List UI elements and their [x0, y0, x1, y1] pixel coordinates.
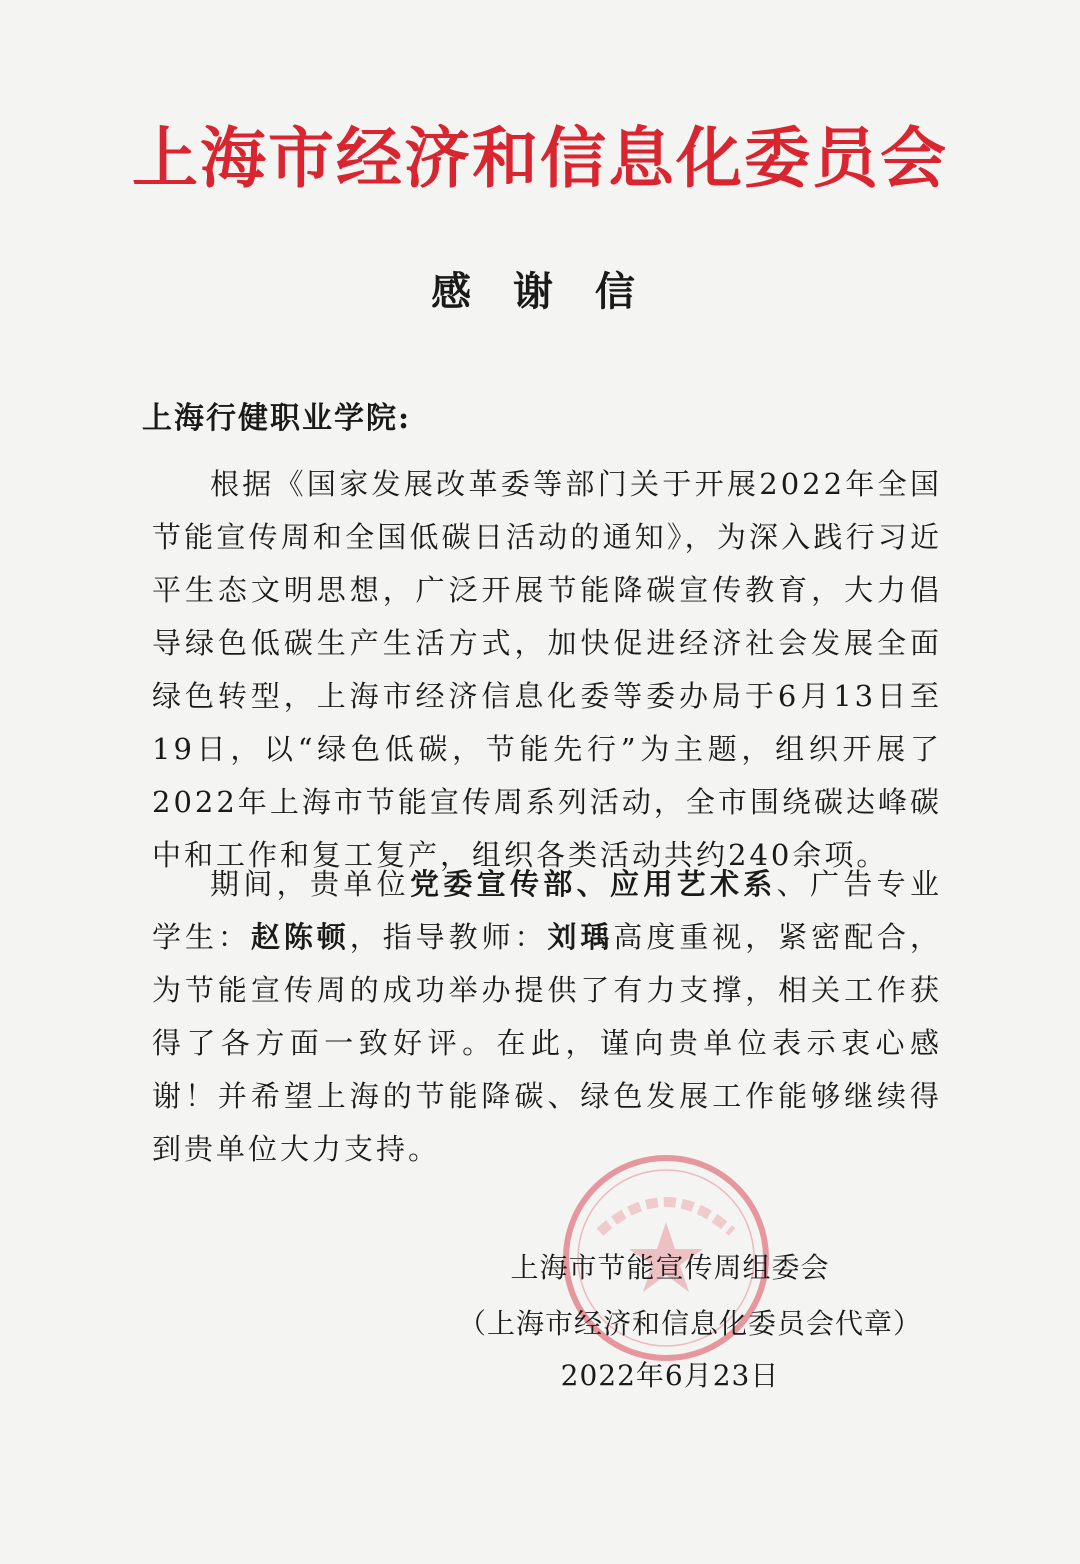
paragraph-2-text: ，指导教师：	[349, 920, 548, 954]
signature-organization: 上海市节能宣传周组委会	[510, 1251, 830, 1284]
letterhead-title: 上海市经济和信息化委员会	[132, 119, 948, 197]
paragraph-2-text: 高度重视，紧密配合，为节能宣传周的成功举办提供了有力支撑，相关工作获得了各方面一致好评。在此，谨向贵单位表示衷心感谢！并希望上海的节能降碳、绿色发展工作能够继续得到贵单位大力支持。	[152, 920, 942, 1166]
highlight-student: 赵陈顿	[250, 920, 350, 954]
document-title: 感 谢 信	[431, 268, 649, 315]
paragraph-2-text: 、广告专业学生：	[152, 867, 942, 954]
body-paragraph-2	[152, 858, 942, 1176]
signature-date: 2022年6月23日	[560, 1359, 780, 1392]
highlight-teacher: 刘瑀	[547, 920, 614, 954]
highlight-departments: 党委宣传部、应用艺术系	[410, 867, 777, 901]
body-paragraph-1: 根据《国家发展改革委等部门关于开展2022年全国节能宣传周和全国低碳日活动的通知》，为深入践行习近平生态文明思想，广泛开展节能降碳宣传教育，大力倡导绿色低碳生产生活方式，加快促进经济社会发展全面绿色转型，上海市经济信息化委等委办局于6月13日至19日，以“绿色低碳，节能先行”为主题，组织开展了2022年上海市节能宣传周系列活动，全市围绕碳达峰碳中和工作和复工复产，组织各类活动共约240余项。	[152, 467, 942, 872]
signature-proxy-seal-note: （上海市经济和信息化委员会代章）	[457, 1307, 922, 1340]
salutation: 上海行健职业学院:	[142, 401, 412, 436]
paragraph-2-text: 期间，贵单位	[210, 867, 410, 901]
